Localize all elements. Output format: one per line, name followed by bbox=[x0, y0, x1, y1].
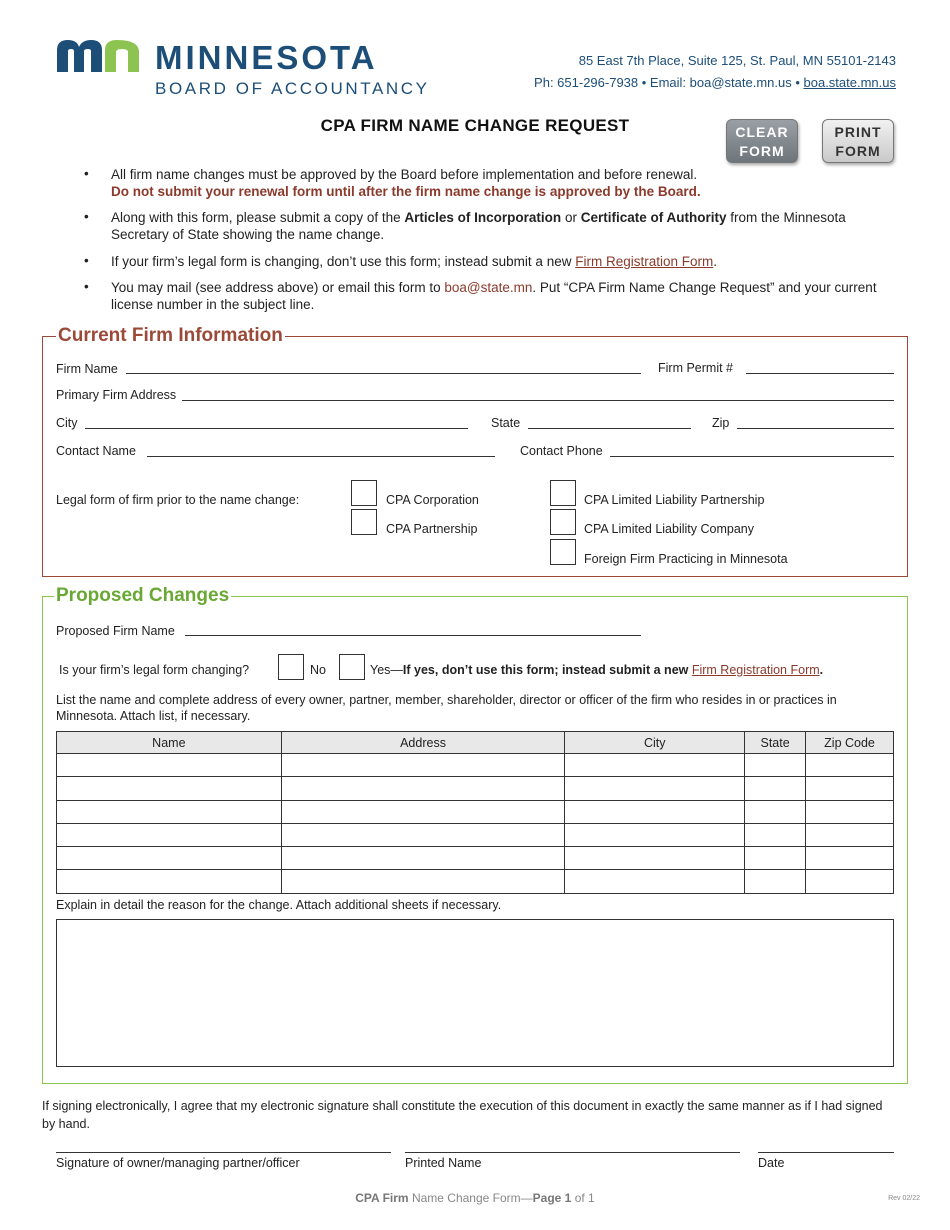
explain-textarea[interactable] bbox=[56, 919, 894, 1067]
zip-cell[interactable] bbox=[806, 800, 894, 823]
foreign-firm-label: Foreign Firm Practicing in Minnesota bbox=[584, 552, 788, 566]
col-name-header: Name bbox=[57, 732, 282, 754]
table-row bbox=[57, 847, 894, 870]
cpa-partnership-label: CPA Partnership bbox=[386, 522, 478, 536]
bullet-dot: • bbox=[84, 253, 89, 268]
city-label: City bbox=[56, 416, 78, 430]
cpa-corporation-label: CPA Corporation bbox=[386, 493, 479, 507]
state-cell[interactable] bbox=[745, 847, 806, 870]
bullet-dot: • bbox=[84, 209, 89, 224]
address-line: 85 East 7th Place, Suite 125, St. Paul, MN 55101-2143 bbox=[578, 53, 896, 68]
printed-name-label: Printed Name bbox=[405, 1156, 482, 1170]
city-cell[interactable] bbox=[565, 777, 745, 800]
table-row bbox=[57, 800, 894, 823]
form-title: CPA FIRM NAME CHANGE REQUEST bbox=[320, 116, 630, 135]
print-button-line1: PRINT bbox=[834, 124, 882, 140]
name-cell[interactable] bbox=[57, 800, 282, 823]
primary-address-field[interactable] bbox=[182, 400, 894, 401]
bullet-2-certificate: Certificate of Authority bbox=[580, 210, 727, 225]
name-cell[interactable] bbox=[57, 754, 282, 777]
name-cell[interactable] bbox=[57, 777, 282, 800]
page-footer bbox=[0, 1191, 950, 1205]
address-cell[interactable] bbox=[281, 870, 565, 893]
bullet-2-mid: or bbox=[561, 210, 581, 225]
proposed-name-field[interactable] bbox=[185, 635, 641, 636]
org-subtitle: BOARD OF ACCOUNTANCY bbox=[155, 79, 430, 98]
cpa-corporation-checkbox[interactable] bbox=[351, 480, 377, 506]
zip-field[interactable] bbox=[737, 428, 894, 429]
contact-phone-label: Contact Phone bbox=[520, 444, 603, 458]
bullet-3-pre: If your firm’s legal form is changing, don’t use this form; instead submit a new bbox=[111, 254, 576, 269]
zip-cell[interactable] bbox=[806, 754, 894, 777]
legal-change-no-label: No bbox=[310, 663, 326, 677]
col-address-header: Address bbox=[281, 732, 565, 754]
col-zip-header: Zip Code bbox=[806, 732, 894, 754]
bullet-1-warning: Do not submit your renewal form until after the firm name change is approved by the Board. bbox=[111, 184, 701, 199]
legal-change-yes-checkbox[interactable] bbox=[339, 654, 365, 680]
foreign-firm-checkbox[interactable] bbox=[550, 539, 576, 565]
name-cell[interactable] bbox=[57, 847, 282, 870]
firm-name-label: Firm Name bbox=[56, 362, 118, 376]
state-cell[interactable] bbox=[745, 800, 806, 823]
signature-statement: If signing electronically, I agree that my electronic signature shall constitute the execution of this document in exactly the same manner as if I had signed by hand. bbox=[42, 1099, 883, 1131]
address-cell[interactable] bbox=[281, 823, 565, 846]
table-row bbox=[57, 777, 894, 800]
primary-address-label: Primary Firm Address bbox=[56, 388, 177, 402]
legal-changing-label: Is your firm’s legal form changing? bbox=[59, 663, 250, 677]
firm-permit-label: Firm Permit # bbox=[658, 361, 733, 375]
printed-name-field[interactable] bbox=[405, 1152, 740, 1153]
contact-text: Ph: 651-296-7938 • Email: boa@state.mn.us • bbox=[534, 75, 804, 90]
revision-label: Rev 02/22 bbox=[888, 1195, 920, 1202]
clear-form-button[interactable] bbox=[726, 119, 798, 163]
bullet-2-articles: Articles of Incorporation bbox=[404, 210, 562, 225]
logo-mark bbox=[55, 36, 140, 72]
bullet-4-pre: You may mail (see address above) or email this form to bbox=[111, 280, 445, 295]
legal-form-label: Legal form of firm prior to the name change: bbox=[56, 493, 300, 507]
email-link[interactable]: boa@state.mn bbox=[444, 280, 533, 295]
firm-name-field[interactable] bbox=[126, 373, 641, 374]
cpa-llp-checkbox[interactable] bbox=[550, 480, 576, 506]
address-cell[interactable] bbox=[281, 777, 565, 800]
bullet-4 bbox=[111, 279, 881, 313]
proposed-name-label: Proposed Firm Name bbox=[56, 624, 175, 638]
col-state-header: State bbox=[745, 732, 806, 754]
state-field[interactable] bbox=[528, 428, 691, 429]
firm-registration-link[interactable]: Firm Registration Form bbox=[575, 254, 714, 269]
zip-cell[interactable] bbox=[806, 777, 894, 800]
zip-cell[interactable] bbox=[806, 870, 894, 893]
zip-cell[interactable] bbox=[806, 823, 894, 846]
address-cell[interactable] bbox=[281, 754, 565, 777]
yes-text: Yes— bbox=[370, 663, 403, 677]
name-cell[interactable] bbox=[57, 823, 282, 846]
print-form-button[interactable] bbox=[822, 119, 894, 163]
bullet-4-post: . Put “CPA Firm Name Change Request” and your current license number in the subject line. bbox=[111, 280, 877, 312]
proposed-changes-legend: Proposed Changes bbox=[56, 585, 230, 606]
yes-period: . bbox=[819, 663, 824, 677]
address-cell[interactable] bbox=[281, 800, 565, 823]
state-cell[interactable] bbox=[745, 754, 806, 777]
legal-change-yes-label bbox=[370, 663, 823, 677]
firm-registration-link-2[interactable]: Firm Registration Form bbox=[691, 663, 820, 677]
zip-cell[interactable] bbox=[806, 847, 894, 870]
state-cell[interactable] bbox=[745, 823, 806, 846]
city-field[interactable] bbox=[85, 428, 468, 429]
state-cell[interactable] bbox=[745, 870, 806, 893]
date-field[interactable] bbox=[758, 1152, 894, 1153]
city-cell[interactable] bbox=[565, 754, 745, 777]
date-label: Date bbox=[758, 1156, 785, 1170]
bullet-dot: • bbox=[84, 166, 89, 181]
bullet-3 bbox=[111, 253, 881, 270]
list-instructions: List the name and complete address of every owner, partner, member, shareholder, director or officer of the firm who resides in or practices in Minnesota. Attach list, if necessary. bbox=[56, 693, 837, 723]
clear-button-line2: FORM bbox=[739, 143, 785, 159]
bullet-2 bbox=[111, 209, 881, 243]
owners-table-header bbox=[57, 732, 894, 754]
footer-post: of 1 bbox=[571, 1191, 595, 1205]
bullet-dot: • bbox=[84, 279, 89, 294]
clear-button-line1: CLEAR bbox=[735, 124, 789, 140]
cpa-partnership-checkbox[interactable] bbox=[351, 509, 377, 535]
cpa-llc-checkbox[interactable] bbox=[550, 509, 576, 535]
explain-label: Explain in detail the reason for the change. Attach additional sheets if necessary. bbox=[56, 898, 502, 912]
footer-bold-1: CPA Firm bbox=[355, 1191, 409, 1205]
cpa-llc-label: CPA Limited Liability Company bbox=[584, 522, 754, 536]
owners-table bbox=[56, 731, 894, 894]
table-row bbox=[57, 870, 894, 893]
website-link[interactable]: boa.state.mn.us bbox=[803, 75, 896, 90]
footer-bold-2: Page 1 bbox=[532, 1191, 572, 1205]
legal-change-no-checkbox[interactable] bbox=[278, 654, 304, 680]
contact-line bbox=[534, 75, 896, 90]
contact-phone-field[interactable] bbox=[610, 456, 894, 457]
contact-name-label: Contact Name bbox=[56, 444, 136, 458]
org-name: MINNESOTA bbox=[155, 39, 378, 76]
city-cell[interactable] bbox=[565, 800, 745, 823]
bullet-1-text: All firm name changes must be approved by the Board before implementation and before renewal. bbox=[111, 167, 698, 182]
footer-mid: Name Change Form— bbox=[408, 1191, 533, 1205]
bullet-2-post: from the Minnesota Secretary of State showing the name change. bbox=[111, 210, 846, 242]
city-cell[interactable] bbox=[565, 823, 745, 846]
table-row bbox=[57, 754, 894, 777]
print-button-line2: FORM bbox=[835, 143, 881, 159]
signature-label: Signature of owner/managing partner/officer bbox=[56, 1156, 300, 1170]
yes-warning: If yes, don’t use this form; instead submit a new bbox=[402, 663, 692, 677]
zip-label: Zip bbox=[712, 416, 730, 430]
state-label: State bbox=[491, 416, 521, 430]
name-cell[interactable] bbox=[57, 870, 282, 893]
bullet-2-pre: Along with this form, please submit a copy of the bbox=[111, 210, 405, 225]
bullet-1 bbox=[111, 166, 881, 200]
firm-permit-field[interactable] bbox=[746, 373, 894, 374]
bullet-3-post: . bbox=[713, 254, 718, 269]
city-cell[interactable] bbox=[565, 847, 745, 870]
signature-field[interactable] bbox=[56, 1152, 391, 1153]
city-cell[interactable] bbox=[565, 870, 745, 893]
col-city-header: City bbox=[565, 732, 745, 754]
current-firm-legend: Current Firm Information bbox=[58, 325, 283, 346]
cpa-llp-label: CPA Limited Liability Partnership bbox=[584, 493, 765, 507]
address-cell[interactable] bbox=[281, 847, 565, 870]
state-cell[interactable] bbox=[745, 777, 806, 800]
contact-name-field[interactable] bbox=[147, 456, 495, 457]
table-row bbox=[57, 823, 894, 846]
